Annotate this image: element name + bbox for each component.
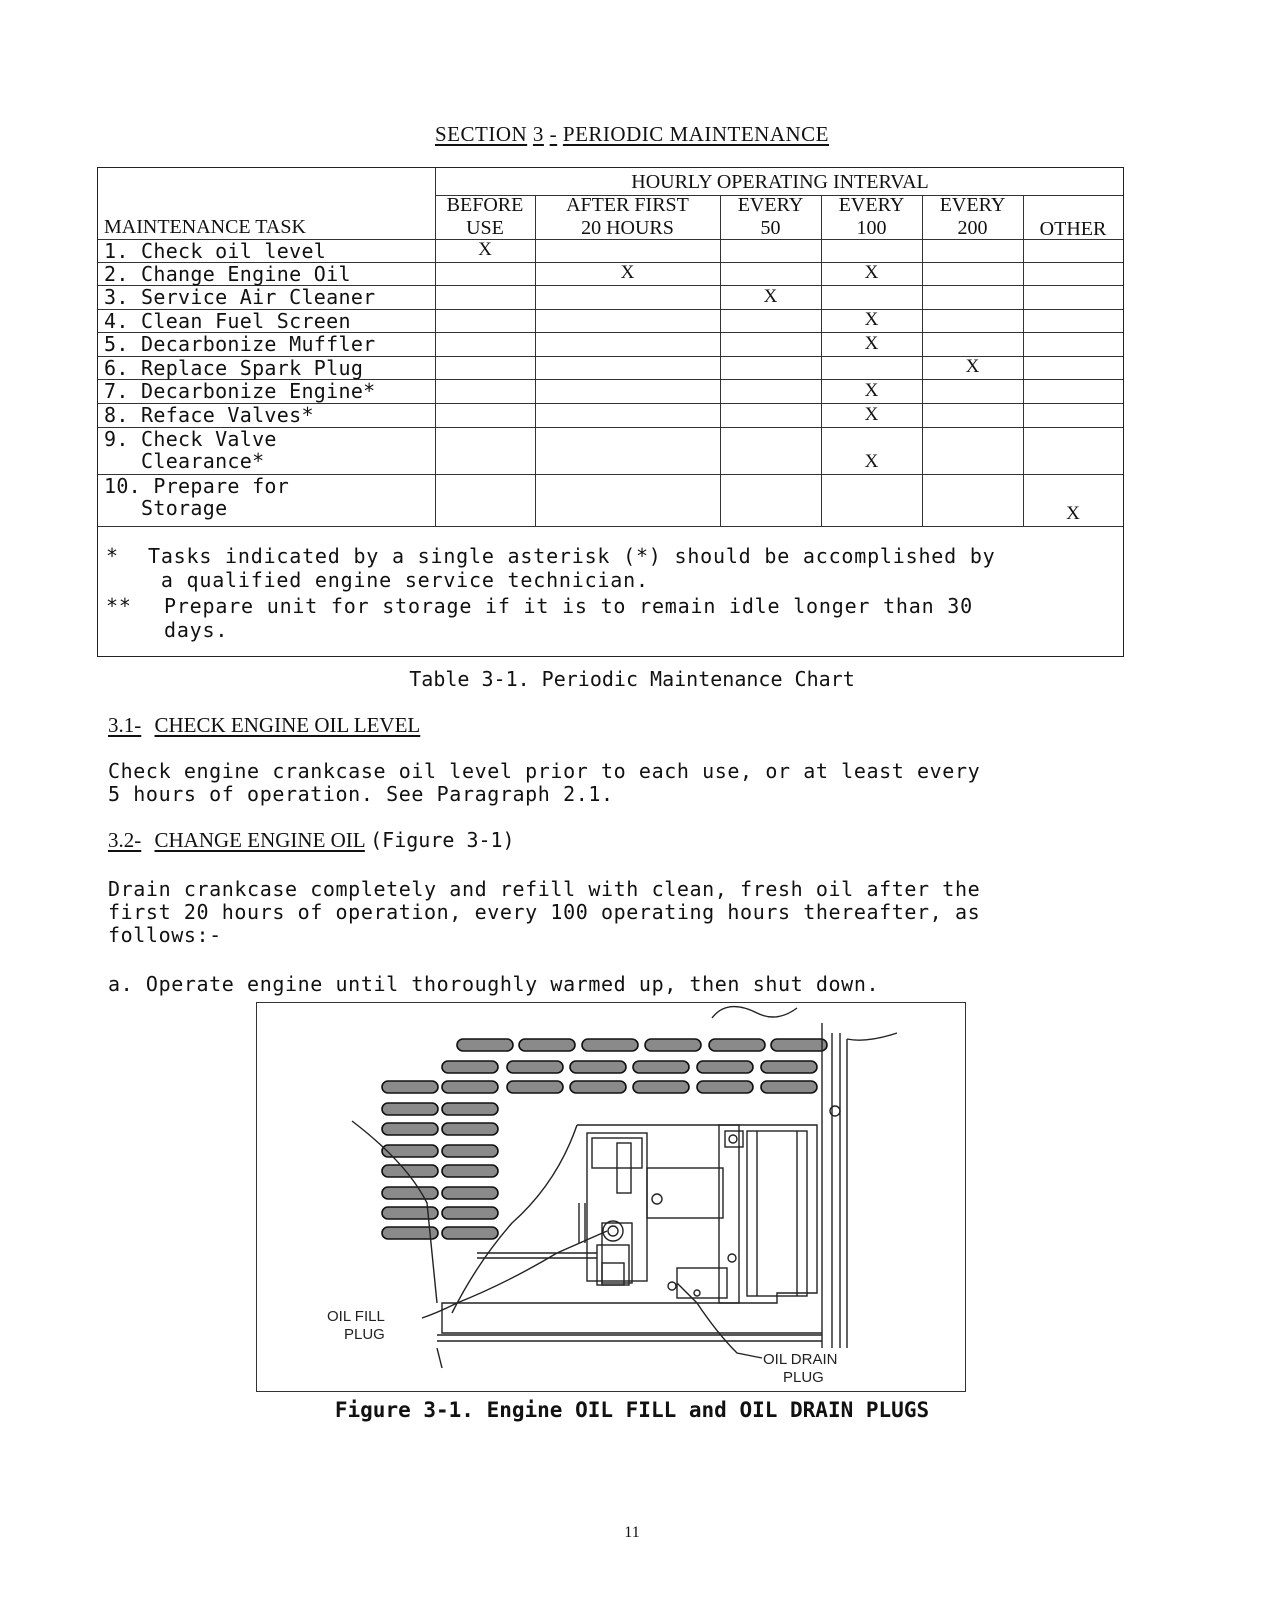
vent-slot (697, 1081, 753, 1093)
note-double-text: Prepare unit for storage if it is to remain idle longer than 30 days. (164, 594, 973, 642)
vent-slot (633, 1061, 689, 1073)
column-header-1-line2: USE (466, 217, 504, 239)
vent-slot (442, 1165, 498, 1177)
vent-slot (442, 1207, 498, 1219)
oil-fill-label-line1: OIL FILL (327, 1308, 385, 1325)
section-dash: - (549, 122, 558, 146)
task-mark: X (1066, 503, 1080, 524)
page-number: 11 (624, 1524, 640, 1541)
vent-slot (442, 1187, 498, 1199)
column-header-6-line2: OTHER (1039, 218, 1107, 240)
vent-slot (645, 1039, 701, 1051)
section-3-2-step-a: a. Operate engine until thoroughly warmed up, then shut down. (108, 972, 880, 996)
column-rule (922, 195, 923, 526)
vent-slot (442, 1227, 498, 1239)
vent-slot (442, 1103, 498, 1115)
task-row-label: 1. Check oil level (104, 239, 327, 263)
task-row-label: 2. Change Engine Oil (104, 262, 351, 286)
vent-slot (761, 1081, 817, 1093)
section-3-2-body: Drain crankcase completely and refill with clean, fresh oil after the first 20 hours of operation, every 100 operating hours thereafter, as follows:- (108, 877, 981, 947)
vent-slot (442, 1145, 498, 1157)
column-rule (1023, 195, 1024, 526)
column-header-4-line2: 100 (856, 217, 887, 239)
section-number: 3 (532, 122, 544, 146)
row-rule (98, 526, 1123, 527)
section-3-2-number: 3.2- (108, 828, 142, 852)
task-mark: X (864, 309, 879, 330)
task-mark: X (864, 451, 879, 472)
task-row-label: 8. Reface Valves* (104, 403, 314, 427)
section-3-1-title: CHECK ENGINE OIL LEVEL (154, 713, 421, 737)
engine-figure (256, 1002, 966, 1392)
column-rule (821, 195, 822, 526)
task-header: MAINTENANCE TASK (104, 216, 306, 238)
table-caption: Table 3-1. Periodic Maintenance Chart (409, 667, 855, 691)
column-rule (535, 195, 536, 526)
oil-fill-label-line2: PLUG (344, 1326, 385, 1343)
vent-slot (633, 1081, 689, 1093)
section-3-2-title: CHANGE ENGINE OIL (154, 828, 365, 852)
task-row-label: 4. Clean Fuel Screen (104, 309, 351, 333)
vent-slot (382, 1081, 438, 1093)
section-3-2-figure-ref: (Figure 3-1) (370, 828, 515, 852)
column-header-3-line1: EVERY (737, 194, 804, 216)
interval-header: HOURLY OPERATING INTERVAL (631, 171, 929, 193)
task-row-label: 7. Decarbonize Engine* (104, 379, 376, 403)
section-3-1-number: 3.1- (108, 713, 142, 737)
note-double-symbol: ** (106, 594, 132, 618)
task-mark: X (965, 356, 980, 377)
vent-slot (582, 1039, 638, 1051)
section-3-1-body: Check engine crankcase oil level prior to each use, or at least every 5 hours of operation. See Paragraph 2.1. (108, 759, 981, 806)
vent-slot (507, 1081, 563, 1093)
task-row-label: 9. Check Valve Clearance* (104, 427, 277, 473)
note-single-text: Tasks indicated by a single asterisk (*) should be accomplished by a qualified engine service technician. (148, 544, 996, 592)
section-prefix: SECTION (435, 122, 528, 146)
task-row-label: 6. Replace Spark Plug (104, 356, 364, 380)
vent-slot (697, 1061, 753, 1073)
column-header-3-line2: 50 (760, 217, 781, 239)
oil-drain-label-line1: OIL DRAIN (763, 1351, 838, 1368)
column-header-5-line2: 200 (957, 217, 988, 239)
section-3-2-heading (108, 828, 515, 853)
column-header-2-line2: 20 HOURS (581, 217, 674, 239)
maintenance-table (97, 167, 1124, 657)
task-mark: X (763, 286, 778, 307)
vent-slot (382, 1123, 438, 1135)
task-mark: X (478, 239, 492, 260)
task-mark: X (864, 333, 879, 354)
vent-slot (761, 1061, 817, 1073)
vent-slot (771, 1039, 827, 1051)
column-header-1-line1: BEFORE (446, 194, 524, 216)
task-mark: X (620, 262, 635, 283)
column-header-5-line1: EVERY (939, 194, 1006, 216)
figure-caption: Figure 3-1. Engine OIL FILL and OIL DRAIN PLUGS (334, 1398, 930, 1422)
section-title (0, 122, 1264, 147)
vent-slot (507, 1061, 563, 1073)
task-row-label: 3. Service Air Cleaner (104, 285, 376, 309)
section-name: PERIODIC MAINTENANCE (562, 122, 829, 146)
column-header-4-line1: EVERY (838, 194, 905, 216)
note-single-symbol: * (106, 544, 119, 568)
vent-slot (570, 1061, 626, 1073)
vent-slot (709, 1039, 765, 1051)
vent-slot (442, 1061, 498, 1073)
task-mark: X (864, 262, 879, 283)
oil-drain-label-line2: PLUG (783, 1369, 824, 1386)
cooling-vents (382, 1039, 827, 1239)
vent-slot (382, 1165, 438, 1177)
vent-slot (519, 1039, 575, 1051)
vent-slot (382, 1187, 438, 1199)
vent-slot (570, 1081, 626, 1093)
task-mark: X (864, 380, 879, 401)
task-row-label: 5. Decarbonize Muffler (104, 332, 376, 356)
vent-slot (442, 1123, 498, 1135)
vent-slot (382, 1207, 438, 1219)
column-header-2-line1: AFTER FIRST (566, 194, 689, 216)
column-rule (720, 195, 721, 526)
vent-slot (382, 1103, 438, 1115)
task-row-label: 10. Prepare for Storage (104, 474, 290, 520)
vent-slot (457, 1039, 513, 1051)
task-mark: X (864, 404, 879, 425)
vent-slot (442, 1081, 498, 1093)
section-3-1-heading (108, 713, 420, 738)
